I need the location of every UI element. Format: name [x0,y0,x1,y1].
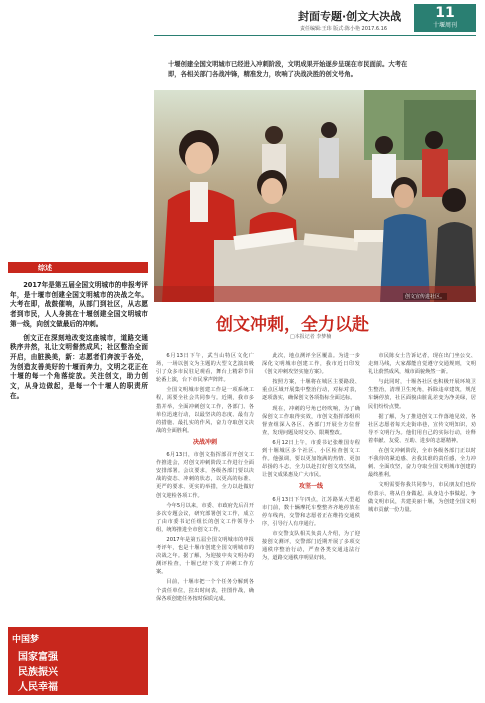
article-paragraph: 6月13日下午，武当山特区文化广场，一场以创文为主题的大型文艺演出吸引了众多市民驻足观看，舞台上精彩节目轮番上演，台下市民掌声阵阵。 [156,353,254,384]
sidebar-paragraph: 创文正在深刻地改变这座城市，道路交通秩序井然，礼让文明督然成风；社区整治全面开启，由脏换美，新：志愿者们奔波于各处，为创造友善美好的十堰而奔力，文明之花正在十堰的每一个角落绽放。关注创文，助力创文，从身边做起，是每一个十堰人的职责所在。 [10,333,148,400]
article-paragraph: 6月13日，市创文指挥部召开创文工作推进会，对创文冲刺阶段工作进行全面安排部署。会议要求，各级各部门要以决战的姿态、冲刺的状态，以更高的标准、更严的要求、更实的举措，全力以赴做好创文迎检各项工作。 [156,452,254,499]
sidebar-tag-bar [8,262,148,273]
article-column-1 [156,352,254,697]
sidebar-paragraph: 2017年是第五届全国文明城市的申报考评年，是十堰市创建全国文明城市的决战之年。大考在即，战鼓催响，从部门到社区，从志愿者到市民，人人身挑在十堰创建全国文明城市第一线，向创文做最后的冲刺。 [10,281,148,328]
page-section: 十堰周刊 [432,22,457,29]
sidebar-tag: 综述 [38,264,52,272]
china-dream-line: 民族振兴 [18,667,58,678]
page-number-box [414,4,476,32]
china-dream-line: 人民幸福 [18,682,58,693]
article-headline: 创文冲刺，全力以赴 [216,315,369,335]
article-paragraph: 现在，冲刺的号角已经吹响，为了确保创文工作取得实效，市创文指挥部组织督查组深入各区、各部门开展全方位督查，发现问题及时交办、限期整改。 [262,405,360,436]
article-paragraph: 市民陈女士告诉记者，现在出门坐公交、走斑马线，大家都能自觉遵守交通规则，文明礼让蔚然成风，城市面貌焕然一新。 [368,353,476,376]
header-divider [154,35,476,36]
page-header-title: 封面专题·创文大决战 [298,10,402,23]
article-subheading: 决战冲刺 [192,438,217,446]
article-lead: 十堰创建全国文明城市已经进入冲刺阶段，文明成果开始逐步呈现在市民面前。大考在即，各相关部门各战冲锋，精准发力，吹响了决战决胜的创文号角。 [168,61,408,78]
article-paragraph: 全国文明城市创建工作是一项系统工程，需要全社会共同参与。近期，我市多措并举，全面冲刺创文工作，各部门、各单位迅速行动，以最坚决的态度、最有力的措施、最扎实的作风，奋力夺取创文决战的全面胜利。 [156,387,254,434]
article-paragraph: 按照方案，十堰将在城区主要路段、重点区域开展集中整治行动，对标对表，逐项落实，确保创文各项指标全面达标。 [262,379,360,402]
article-paragraph: 2017年是第五届全国文明城市的申报考评年，也是十堰市创建全国文明城市的决战之年。据了解，为迎接中央文明办的测评检查，十堰已经下发了冲刺工作方案。 [156,536,254,576]
article-paragraph: 据了解，为了推进创文工作落地见效，各社区志愿者每天走街串巷，宣传文明知识，劝导不文明行为。他们用自己的实际行动，诠释着奉献、友爱、互助、进步的志愿精神。 [368,413,476,444]
china-dream-title: 中国梦 [12,635,40,645]
photo-illustration [154,90,476,302]
sidebar-summary [10,281,148,405]
article-paragraph: 市交警支队相关负责人介绍，为了迎接创文测评，交警部门近期开展了多项交通秩序整治行动，严查各类交通违法行为，道路交通秩序明显好转。 [262,530,360,562]
china-dream-line: 国家富强 [18,652,58,663]
article-paragraph: 目前，十堰市把一个个任务分解到各个责任单位，拉出时间表，挂图作战，确保各项创建任务按时保质完成。 [156,579,254,602]
article-paragraph: 今年5月以来，市委、市政府先后召开多次专题会议，研究部署创文工作，成立了由市委书记任组长的创文工作领导小组，统筹推进全市创文工作。 [156,502,254,533]
page-header-meta: 责任编辑:王玮 版式:陈小艳 2017.6.16 [300,26,387,32]
article-paragraph: 文明需要你我共同参与，市民朋友们也纷纷表示，将从自身做起，从身边小事做起，争做文明市民，共建美丽十堰，为创建全国文明城市贡献一份力量。 [368,482,476,513]
article-paragraph: 此次，地点测评全区覆盖。为进一步深化文明城市创建工作，我市近日印发《创文冲刺攻坚实施方案》。 [262,353,360,376]
article-subheading: 攻坚一线 [298,483,323,491]
article-paragraph: 在创文冲刺阶段，全市各级各部门正以时不我待的紧迫感、舍我其谁的责任感，全力冲刺、全面攻坚，奋力夺取全国文明城市创建的最终胜利。 [368,448,476,479]
article-paragraph: 与此同时，十堰各社区也积极开展环境卫生整治，清理卫生死角，拆除违章建筑，规范车辆停放，社区面貌由脏乱差变为净美绿，居民们纷纷点赞。 [368,379,476,410]
event-photo [154,90,476,302]
article-paragraph: 6月12日上午，市委书记张维国专程到十堰城区多个社区、小区检查创文工作。他强调，要以更加饱满的热情、更加昂扬的斗志，全力以赴打好创文攻坚战，让创文成果惠及广大市民。 [262,439,360,479]
article-column-3 [368,352,476,697]
article-paragraph: 6月13日下午四点，江苏路某大型超市门前，数十辆摩托车整整齐齐地停放在停车线内，交警和志愿者正在维持交通秩序，引导行人有序通行。 [262,496,360,527]
article-column-2 [262,352,360,697]
page-number: 11 [435,5,455,21]
photo-caption: 创文宣传进社区。 [405,294,446,300]
article-byline: □本报记者 李梦楠 [290,334,332,340]
